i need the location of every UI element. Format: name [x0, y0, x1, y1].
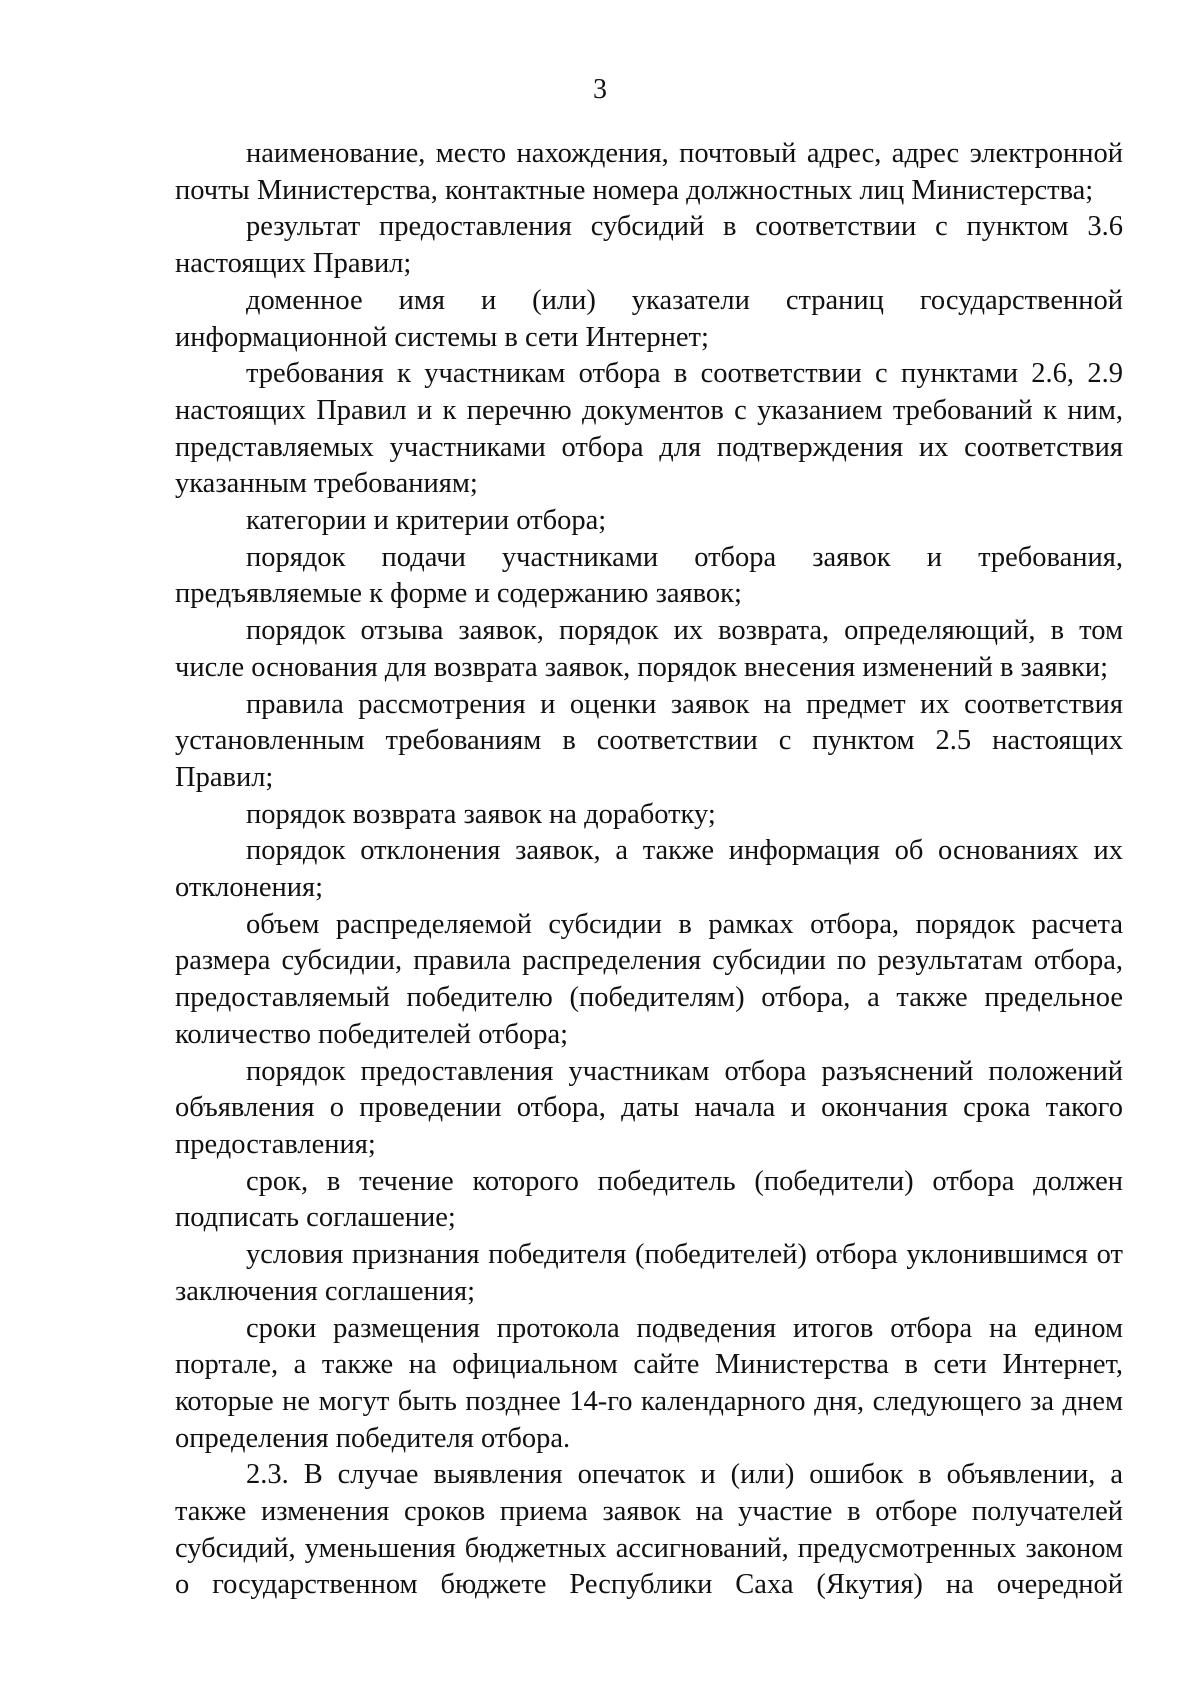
- paragraph: доменное имя и (или) указатели страниц государственной информационной системы в сети Интернет;: [175, 284, 1123, 353]
- paragraph: срок, в течение которого победитель (победители) отбора должен подписать соглашение;: [175, 1165, 1123, 1234]
- paragraph: категории и критерии отбора;: [246, 505, 607, 537]
- paragraph: наименование, место нахождения, почтовый адрес, адрес электронной почты Министерства, контактные номера должностных лиц Министерства;: [175, 138, 1123, 206]
- paragraph: порядок предоставления участникам отбора разъяснений положений объявления о проведении отбора, даты начала и окончания срока такого предоставления;: [175, 1055, 1123, 1160]
- page-number: 3: [593, 74, 607, 105]
- paragraph: порядок подачи участниками отбора заявок и требования, предъявляемые к форме и содержанию заявок;: [175, 541, 1123, 610]
- paragraph: требования к участникам отбора в соответствии с пунктами 2.6, 2.9 настоящих Правил и к перечню документов с указанием требований к ним, представляемых участниками отбора для подтверждения их соответствия указанным требованиям;: [175, 358, 1123, 500]
- paragraph: порядок отзыва заявок, порядок их возврата, определяющий, в том числе основания для возврата заявок, порядок внесения изменений в заявки;: [175, 615, 1123, 683]
- paragraph: порядок возврата заявок на доработку;: [246, 798, 716, 830]
- paragraph: сроки размещения протокола подведения итогов отбора на едином портале, а также на официальном сайте Министерства в сети Интернет, которые не могут быть позднее 14-го календарного дня, следующего за днем определения победителя отбора.: [175, 1312, 1123, 1454]
- paragraph: условия признания победителя (победителей) отбора уклонившимся от заключения соглашения;: [175, 1239, 1123, 1307]
- paragraph: порядок отклонения заявок, а также информация об основаниях их отклонения;: [175, 835, 1123, 904]
- paragraph: результат предоставления субсидий в соответствии с пунктом 3.6 настоящих Правил;: [175, 211, 1123, 280]
- document-body: [175, 136, 1123, 1604]
- paragraph-section-2-3: 2.3. В случае выявления опечаток и (или) ошибок в объявлении, а также изменения сроков приема заявок на участие в отборе получателей субсидий, уменьшения бюджетных ассигнований, предусмотренных законом о государственном бюджете Республики Саха (Якутия) на очередной: [175, 1459, 1123, 1601]
- paragraph: правила рассмотрения и оценки заявок на предмет их соответствия установленным требованиям в соответствии с пунктом 2.5 настоящих Правил;: [175, 688, 1123, 793]
- paragraph: объем распределяемой субсидии в рамках отбора, порядок расчета размера субсидии, правила распределения субсидии по результатам отбора, предоставляемый победителю (победителям) отбора, а также предельное количество победителей отбора;: [175, 908, 1123, 1050]
